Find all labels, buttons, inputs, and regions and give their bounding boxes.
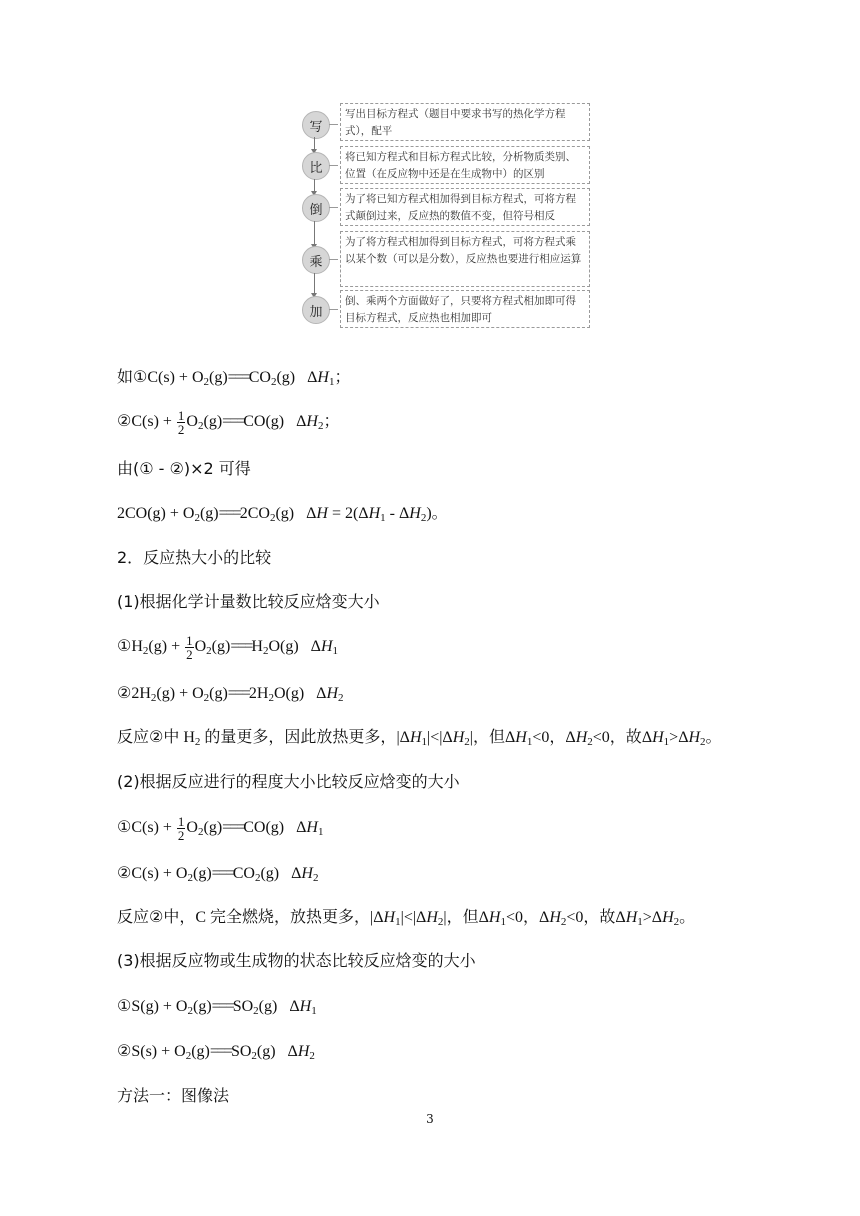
page-number: 3 xyxy=(426,1112,434,1126)
sub3-eq-2: ②S(s) + $O_2(g)===SO_2(g)$ $\Delta H_2$ xyxy=(117,1043,315,1062)
subsection-1-title: (1)根据化学计量数比较反应焓变大小 xyxy=(117,592,380,611)
step-add-circle: 加 xyxy=(302,296,330,324)
sub1-explanation: 反应②中 $H_2$ 的量更多，因此放热更多，$|\Delta H_1|<|\Delta H_2|$，但$\Delta H_1<0$，$\Delta H_2<0$，故$\Delta H_1>\Delta H_2$。 xyxy=(117,727,722,748)
sub2-explanation: 反应②中，C 完全燃烧，放热更多，$|\Delta H_1|<|\Delta H_2|$，但$\Delta H_1<0$，$\Delta H_2<0$，故$\Delta H_1>\Delta H_2$。 xyxy=(117,907,696,928)
arrow-down xyxy=(314,137,315,150)
step-reverse-text: 为了将已知方程式相加得到目标方程式，可将方程式颠倒过来，反应热的数值不变，但符号相反 xyxy=(340,188,590,226)
step-write-circle: 写 xyxy=(302,111,330,139)
sub1-eq-2: $②2H_2(g) + O_2(g)===2H_2O(g)$ $\Delta H_2$ xyxy=(117,685,344,704)
step-compare-circle: 比 xyxy=(302,152,330,180)
arrow-down xyxy=(314,273,315,294)
step-connector xyxy=(329,207,338,208)
fraction: $\frac{1}{2}$ xyxy=(177,408,185,437)
step-write-text: 写出目标方程式（题目中要求书写的热化学方程式），配平 xyxy=(340,103,590,141)
step-connector xyxy=(329,124,338,125)
example-eq-2: ②C(s) + $\frac{1}{2}$ $O_2(g)===CO(g)$ $\Delta H_2$； xyxy=(117,408,340,437)
method-1-title: 方法一：图像法 xyxy=(117,1086,230,1105)
step-multiply-text: 为了将方程式相加得到目标方程式，可将方程式乘以某个数（可以是分数），反应热也要进行相应运算 xyxy=(340,231,590,287)
subsection-3-title: (3)根据反应物或生成物的状态比较反应焓变的大小 xyxy=(117,951,476,970)
sub1-eq-1: $①H_2(g)$ + $\frac{1}{2}$ $O_2(g)===H_2O(g)$ $\Delta H_1$ xyxy=(117,633,339,662)
step-multiply-circle: 乘 xyxy=(302,246,330,274)
step-connector xyxy=(329,165,338,166)
semicolon: ； xyxy=(323,411,340,431)
sub2-eq-2: ②C(s) + $O_2(g)===CO_2(g)$ $\Delta H_2$ xyxy=(117,865,319,884)
example-eq-1: 如①C(s) + $O_2(g)===CO_2(g)$ $\Delta H_1$； xyxy=(117,367,351,388)
arrow-down xyxy=(314,221,315,245)
example-prefix: 如 xyxy=(117,367,134,386)
arrow-down xyxy=(314,179,315,192)
section-2-title: 2．反应热大小的比较 xyxy=(117,548,272,567)
step-add-text: 倒、乘两个方面做好了，只要将方程式相加即可得目标方程式，反应热也相加即可 xyxy=(340,290,590,328)
period: 。 xyxy=(431,503,448,522)
fraction: $\frac{1}{2}$ xyxy=(186,633,193,662)
sub2-eq-1: ①C(s) + $\frac{1}{2}$ $O_2(g)===CO(g)$ $\Delta H_1$ xyxy=(117,814,324,843)
sub3-eq-1: ①S(g) + $O_2(g)===SO_2(g)$ $\Delta H_1$ xyxy=(117,998,317,1017)
step-connector xyxy=(329,309,338,310)
step-connector xyxy=(329,259,338,260)
method-flow-diagram xyxy=(300,100,600,330)
subsection-2-title: (2)根据反应进行的程度大小比较反应焓变的大小 xyxy=(117,772,460,791)
result-eq: $2CO(g) + O_2(g)===2CO_2(g) \Delta H = 2(\Delta H_1 - \Delta H_2)$。 xyxy=(117,503,448,524)
semicolon: ； xyxy=(334,367,351,386)
step-compare-text: 将已知方程式和目标方程式比较，分析物质类别、位置（在反应物中还是在生成物中）的区别 xyxy=(340,146,590,184)
derivation-text: 由(① - ②)×2 可得 xyxy=(117,459,251,478)
step-reverse-circle: 倒 xyxy=(302,194,330,222)
fraction: $\frac{1}{2}$ xyxy=(177,814,185,843)
